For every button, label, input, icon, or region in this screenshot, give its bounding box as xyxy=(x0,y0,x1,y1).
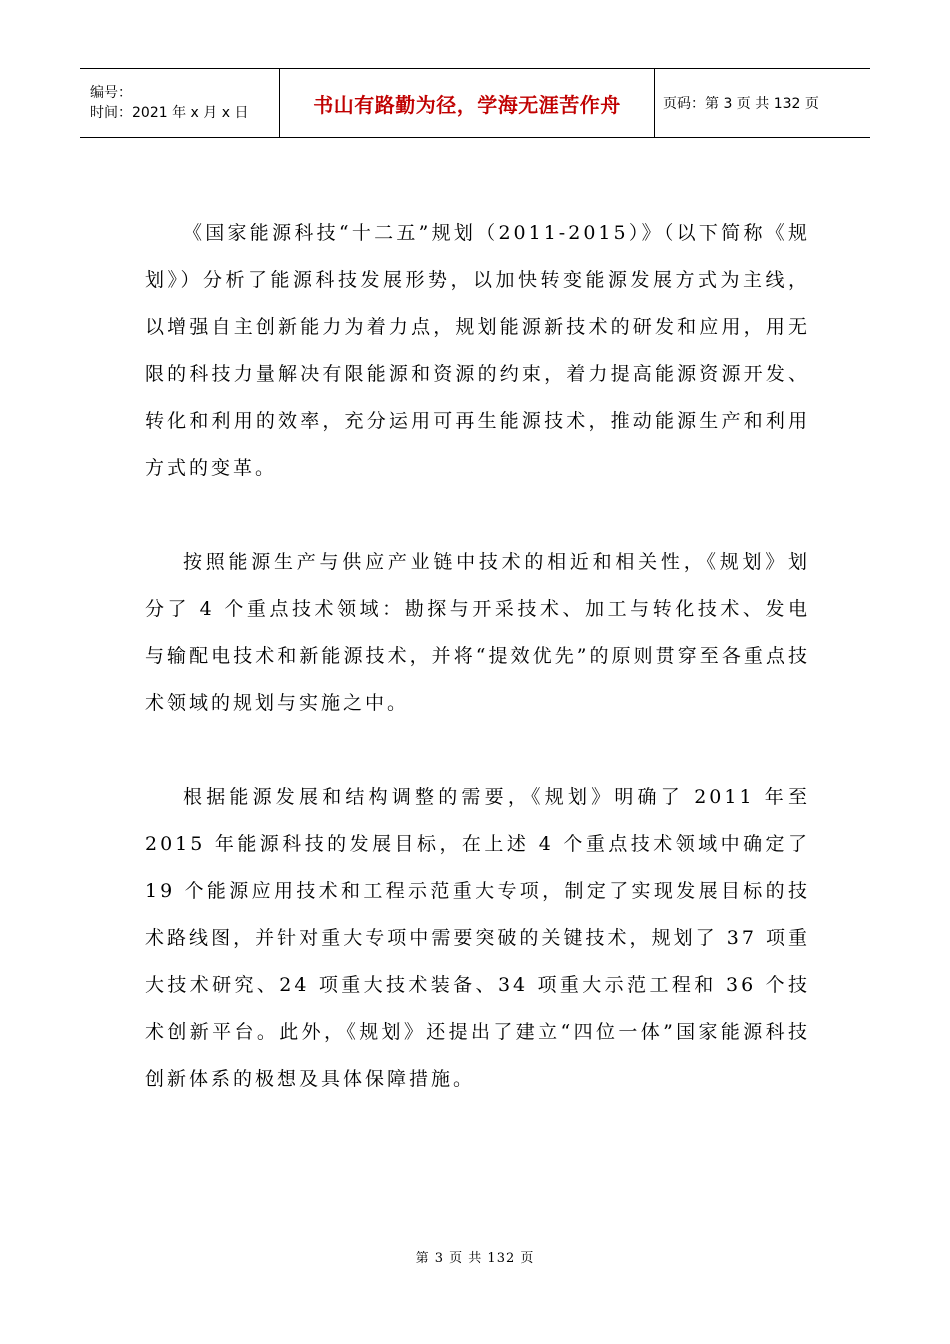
body-paragraph-3: 根据能源发展和结构调整的需要，《规划》明确了 2011 年至 2015 年能源科技的发展目标，在上述 4 个重点技术领域中确定了 19 个能源应用技术和工程示范重大专项，制定了实现发展目标的技术路线图，并针对重大专项中需要突破的关键技术，规划了 37 项重大技术研究、24 项重大技术装备、34 项重大示范工程和 36 个技术创新平台。此外，《规划》还提出了建立“四位一体”国家能源科技创新体系的极想及具体保障措施。 xyxy=(145,786,810,1090)
header-page-info: 页码：第 3 页 共 132 页 xyxy=(663,96,819,112)
page-header xyxy=(80,68,870,138)
body-paragraph-2: 按照能源生产与供应产业链中技术的相近和相关性，《规划》划分了 4 个重点技术领域：勘探与开采技术、加工与转化技术、发电与输配电技术和新能源技术，并将“提效优先”的原则贯穿至各重点技术领域的规划与实施之中。 xyxy=(145,551,810,714)
document-body xyxy=(145,210,810,1150)
header-meta xyxy=(80,69,280,137)
page-footer: 第 3 页 共 132 页 xyxy=(415,1251,535,1266)
body-paragraph-1: 《国家能源科技“十二五”规划（2011-2015）》（以下简称《规划》）分析了能源科技发展形势，以加快转变能源发展方式为主线，以增强自主创新能力为着力点，规划能源新技术的研发和应用，用无限的科技力量解决有限能源和资源的约束，着力提高能源资源开发、转化和利用的效率，充分运用可再生能源技术，推动能源生产和利用方式的变革。 xyxy=(145,222,810,479)
document-time-label: 时间：2021 年 x 月 x 日 xyxy=(90,105,249,121)
document-number-label: 编号： xyxy=(90,85,132,101)
header-motto: 书山有路勤为径，学海无涯苦作舟 xyxy=(280,69,655,137)
